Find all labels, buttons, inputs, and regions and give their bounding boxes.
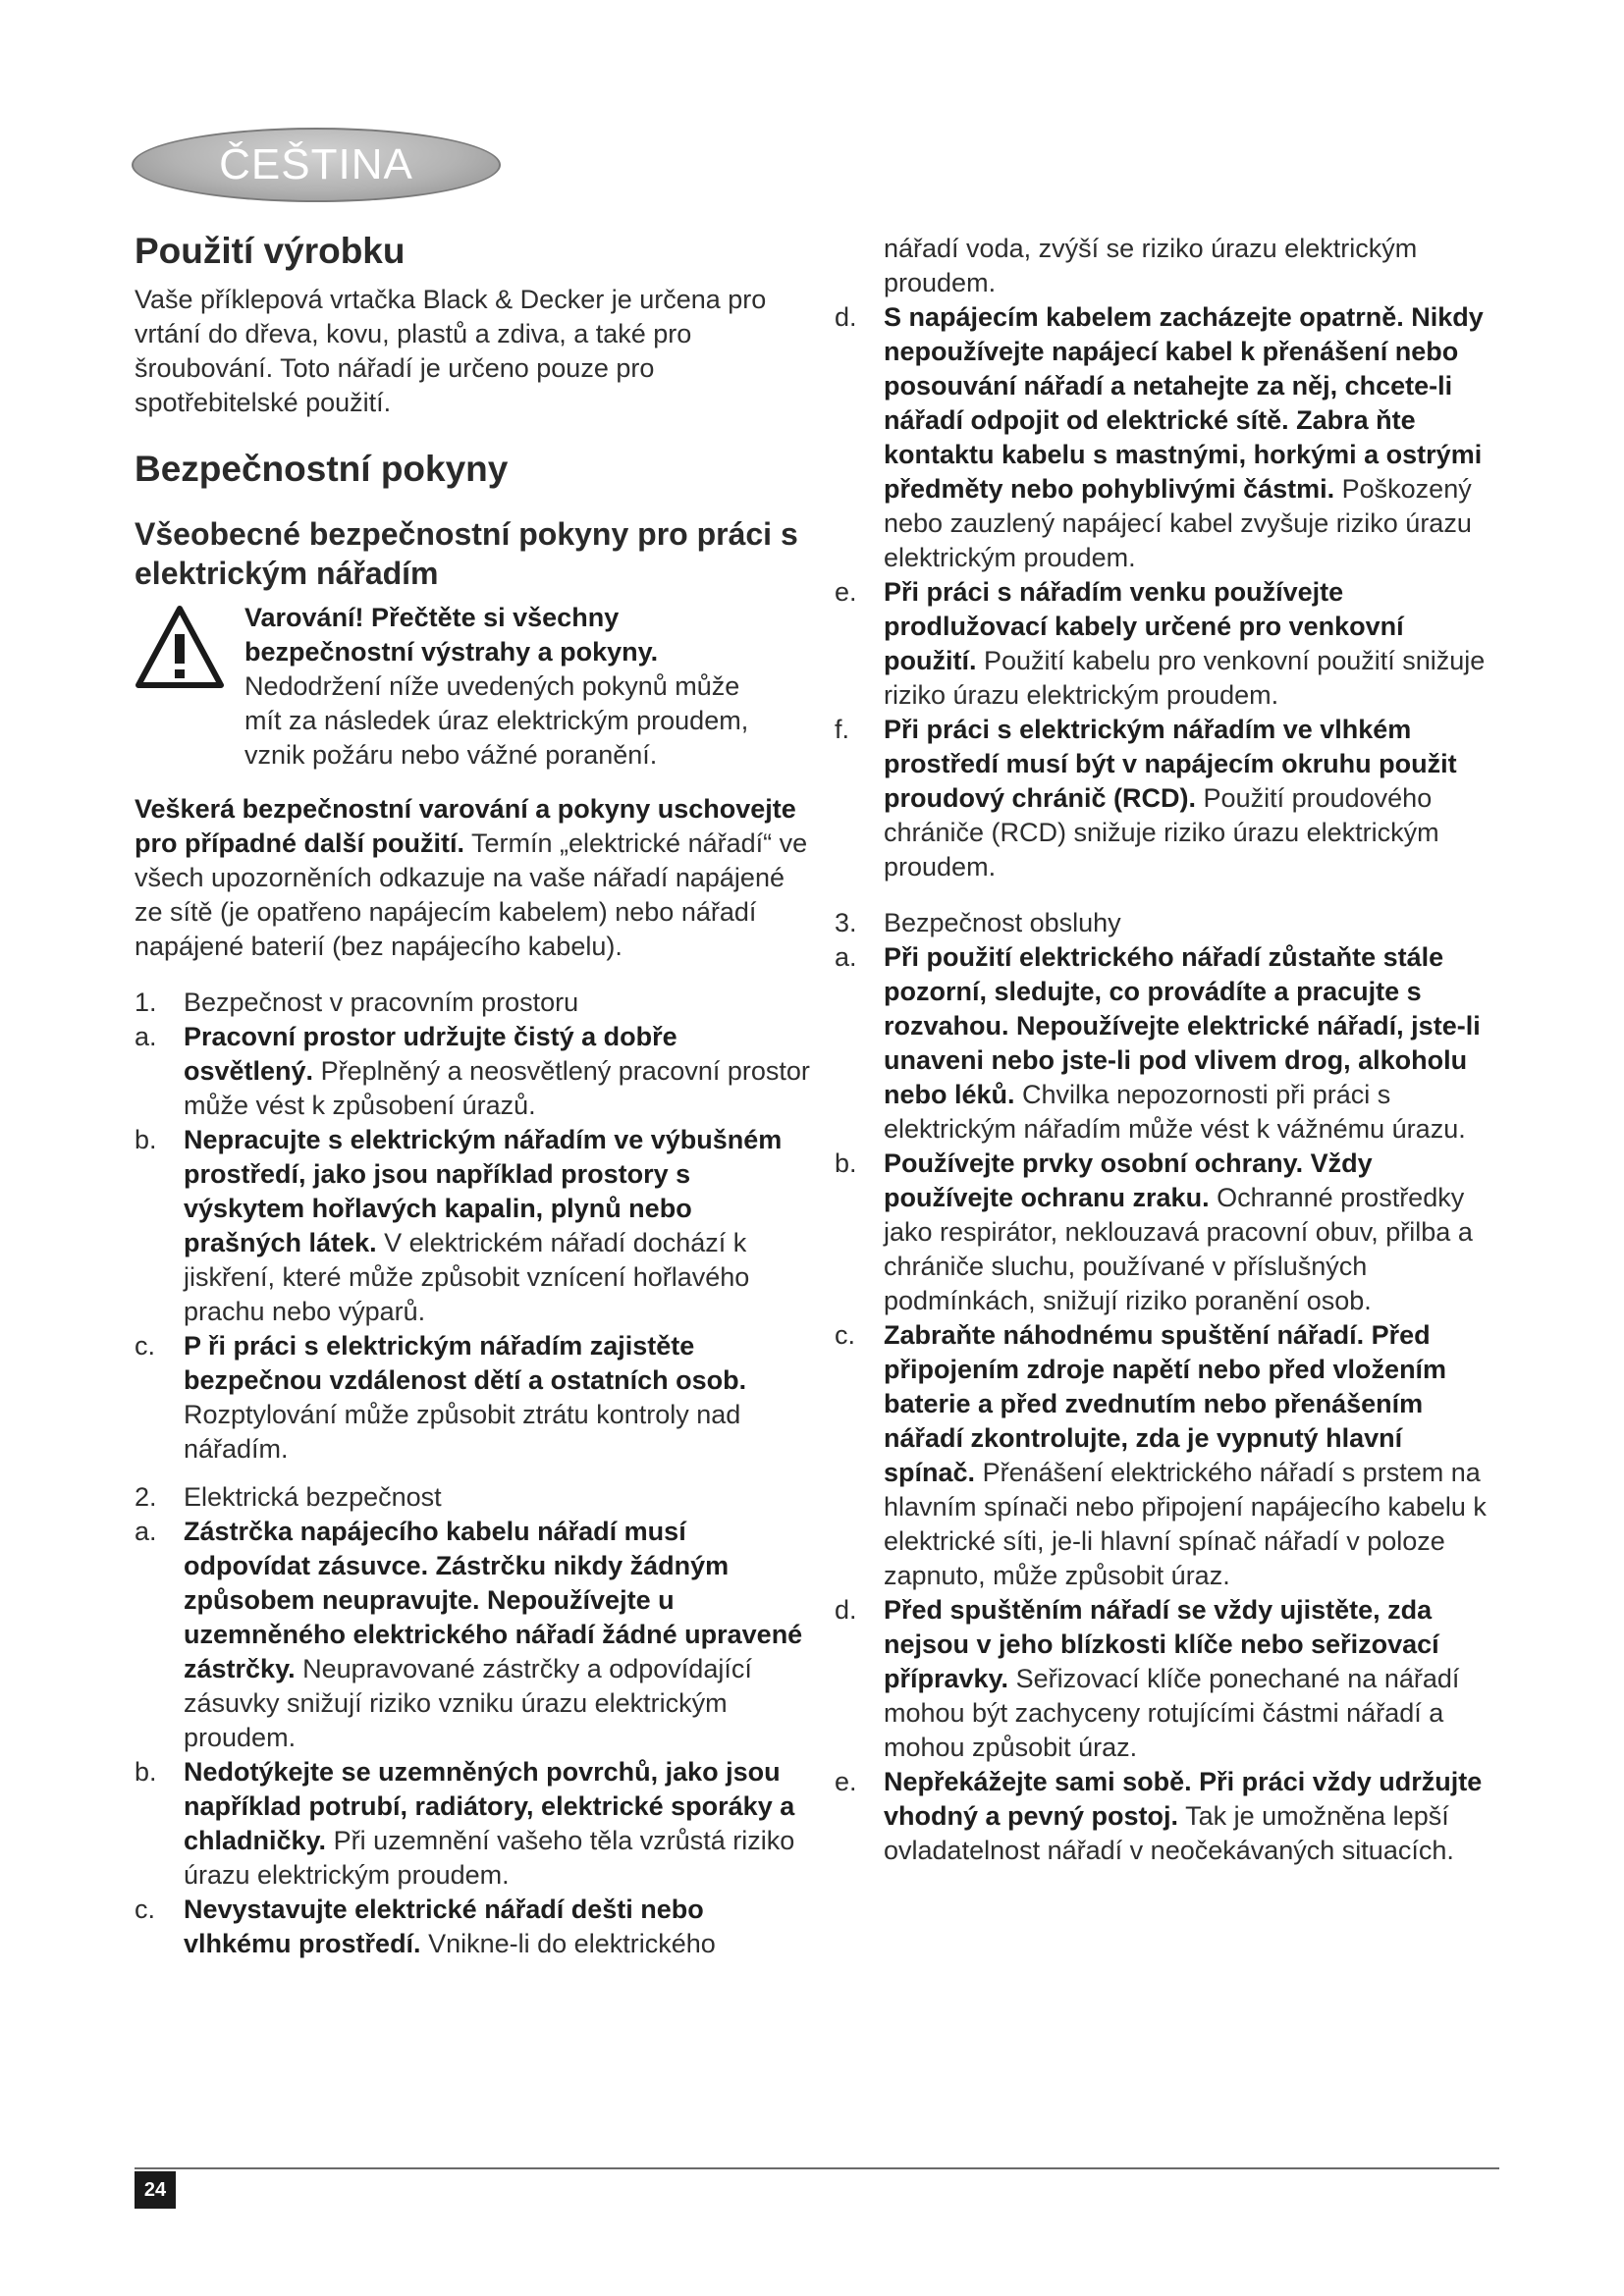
warning-block: [135, 601, 812, 773]
item-text: Rozptylování může způsobit ztrátu kontroly nad nářadím.: [184, 1400, 741, 1464]
list-item: [135, 1755, 812, 1893]
use-heading: Použití výrobku: [135, 231, 406, 271]
list-item: [835, 1765, 1492, 1868]
item-bold: Nevystavujte elektrické nářadí dešti nebo vlhkému prostředí.: [184, 1895, 704, 1958]
item-bold: Nepracujte s elektrickým nářadím ve výbušném prostředí, jako jsou například prostory s výskytem hořlavých kapalin, plynů nebo prašných látek.: [184, 1125, 783, 1257]
item-text: V elektrickém nářadí dochází k jiskření, které může způsobit vznícení hořlavého prachu nebo výparů.: [184, 1228, 750, 1326]
item-bold: P ři práci s elektrickým nářadím zajistěte bezpečnou vzdálenost dětí a ostatních osob.: [184, 1331, 747, 1395]
item-text: Poškozený nebo zauzlený napájecí kabel zvyšuje riziko úrazu elektrickým proudem.: [884, 474, 1472, 572]
item-bold: Před spuštěním nářadí se vždy ujistěte, zda nejsou v jeho blízkosti klíče nebo seřizovací přípravky.: [884, 1595, 1439, 1693]
section-3-number: 3.: [835, 908, 857, 937]
item-label: b.: [135, 1125, 157, 1154]
item-bold: Při práci s elektrickým nářadím ve vlhkém prostředí musí být v napájecím okruhu použit proudový chránič (RCD).: [884, 715, 1457, 813]
list-item: [135, 1329, 812, 1467]
page-number: 24: [135, 2171, 176, 2209]
item-label: a.: [135, 1517, 157, 1546]
item-label: a.: [135, 1022, 157, 1051]
section-3-title: Bezpečnost obsluhy: [884, 908, 1121, 937]
language-badge: [132, 128, 501, 202]
list-item: [135, 1123, 812, 1329]
safety-heading: Bezpečnostní pokyny: [135, 449, 509, 489]
section-2-heading: [135, 1480, 812, 1515]
item-text: Při uzemnění vašeho těla vzrůstá riziko úrazu elektrickým proudem.: [184, 1826, 795, 1890]
item-text: Ochranné prostředky jako respirátor, neklouzavá pracovní obuv, přilba a chrániče sluchu, používané v příslušných podmínkách, snižují riziko poranění osob.: [884, 1183, 1473, 1315]
item-label: d.: [835, 1595, 857, 1625]
footer-divider: [135, 2167, 1499, 2169]
list-item: [835, 713, 1492, 884]
right-column: [835, 232, 1492, 1868]
item-text: Přenášení elektrického nářadí s prstem na hlavním spínači nebo připojení napájecího kabelu k elektrické síti, je-li hlavní spínač nářadí v poloze zapnuto, může způsobit úraz.: [884, 1458, 1487, 1590]
item-text: Neupravované zástrčky a odpovídající zásuvky snižují riziko vzniku úrazu elektrickým proudem.: [184, 1654, 752, 1752]
item-text: Vnikne-li do elektrického: [428, 1929, 716, 1958]
item-bold: Při práci s nářadím venku používejte prodlužovací kabely určené pro venkovní použití.: [884, 577, 1404, 675]
continuation-text: nářadí voda, zvýší se riziko úrazu elektrickým proudem.: [884, 234, 1418, 297]
list-item: [835, 1147, 1492, 1318]
item-text: Chvilka nepozornosti při práci s elektrickým nářadím může vést k vážnému úrazu.: [884, 1080, 1466, 1144]
section-2-number: 2.: [135, 1482, 157, 1512]
item-label: c.: [135, 1331, 156, 1361]
list-item: [135, 1020, 812, 1123]
section-1-number: 1.: [135, 988, 157, 1017]
item-bold: S napájecím kabelem zacházejte opatrně. Nikdy nepoužívejte napájecí kabel k přenášení nebo posouvání nářadí a netahejte za něj, chcete-li nářadí odpojit od elektrické sítě. Zabra ňte kontaktu kabelu s mastnými, horkými a ostrými předměty nebo pohyblivými částmi.: [884, 302, 1484, 504]
item-text: Přeplněný a neosvětlený pracovní prostor může vést k způsobení úrazů.: [184, 1056, 810, 1120]
list-item: [835, 575, 1492, 713]
list-item: [835, 300, 1492, 575]
list-item: [835, 1593, 1492, 1765]
item-label: c.: [135, 1895, 156, 1924]
section-3-heading: [835, 906, 1492, 940]
item-label: d.: [835, 302, 857, 332]
keep-instructions: [135, 792, 812, 964]
item-bold: Používejte prvky osobní ochrany. Vždy používejte ochranu zraku.: [884, 1148, 1373, 1212]
item-text: Použití kabelu pro venkovní použití snižuje riziko úrazu elektrickým proudem.: [884, 646, 1486, 710]
item-bold: Zástrčka napájecího kabelu nářadí musí odpovídat zásuvce. Zástrčku nikdy žádným způsobem neupravujte. Nepoužívejte u uzemněného elektrického nářadí žádné upravené zástrčky.: [184, 1517, 803, 1683]
item-label: b.: [135, 1757, 157, 1787]
continuation-item: [835, 232, 1492, 300]
left-column: [135, 230, 812, 1961]
warning-text: Nedodržení níže uvedených pokynů může mít za následek úraz elektrickým proudem, vznik požáru nebo vážné poranění.: [244, 671, 749, 770]
list-item: [835, 940, 1492, 1147]
section-1-title: Bezpečnost v pracovním prostoru: [184, 988, 579, 1017]
use-text: Vaše příklepová vrtačka Black & Decker je určena pro vrtání do dřeva, kovu, plastů a zdiva, a také pro šroubování. Toto nářadí je určeno pouze pro spotřebitelské použití.: [135, 285, 767, 417]
item-label: b.: [835, 1148, 857, 1178]
language-badge-label: ČEŠTINA: [219, 140, 413, 188]
keep-bold: Veškerá bezpečnostní varování a pokyny uschovejte pro případné další použití.: [135, 794, 796, 858]
item-bold: Zabraňte náhodnému spuštění nářadí. Před připojením zdroje napětí nebo před vložením baterie a před zvednutím nebo přenášením nářadí zkontrolujte, zda je vypnutý hlavní spínač.: [884, 1320, 1447, 1487]
item-text: Použití proudového chrániče (RCD) snižuje riziko úrazu elektrickým proudem.: [884, 783, 1439, 881]
item-text: Tak je umožněna lepší ovladatelnost nářadí v neočekávaných situacích.: [884, 1801, 1454, 1865]
item-label: f.: [835, 715, 850, 744]
list-item: [835, 1318, 1492, 1593]
general-safety-heading: Všeobecné bezpečnostní pokyny pro práci s elektrickým nářadím: [135, 516, 798, 591]
section-2-title: Elektrická bezpečnost: [184, 1482, 442, 1512]
item-bold: Pracovní prostor udržujte čistý a dobře osvětlený.: [184, 1022, 677, 1086]
item-bold: Nepřekážejte sami sobě. Při práci vždy udržujte vhodný a pevný postoj.: [884, 1767, 1483, 1831]
warning-triangle-icon: [135, 605, 225, 689]
item-label: c.: [835, 1320, 856, 1350]
item-label: e.: [835, 577, 857, 607]
item-text: Seřizovací klíče ponechané na nářadí mohou být zachyceny rotujícími částmi nářadí a mohou způsobit úraz.: [884, 1664, 1460, 1762]
keep-text: Termín „elektrické nářadí“ ve všech upozorněních odkazuje na vaše nářadí napájené ze sítě (je opatřeno napájecím kabelem) nebo nářadí napájené baterií (bez napájecího kabelu).: [135, 828, 808, 961]
item-bold: Při použití elektrického nářadí zůstaňte stále pozorní, sledujte, co provádíte a pracujte s rozvahou. Nepoužívejte elektrické nářadí, jste-li unaveni nebo jste-li pod vlivem drog, alkoholu nebo léků.: [884, 942, 1481, 1109]
list-item: [135, 1893, 812, 1961]
list-item: [135, 1515, 812, 1755]
item-label: a.: [835, 942, 857, 972]
item-label: e.: [835, 1767, 857, 1796]
section-1-heading: [135, 986, 812, 1020]
item-bold: Nedotýkejte se uzemněných povrchů, jako jsou například potrubí, radiátory, elektrické sporáky a chladničky.: [184, 1757, 795, 1855]
warning-bold: Varování! Přečtěte si všechny bezpečnostní výstrahy a pokyny.: [244, 603, 659, 667]
